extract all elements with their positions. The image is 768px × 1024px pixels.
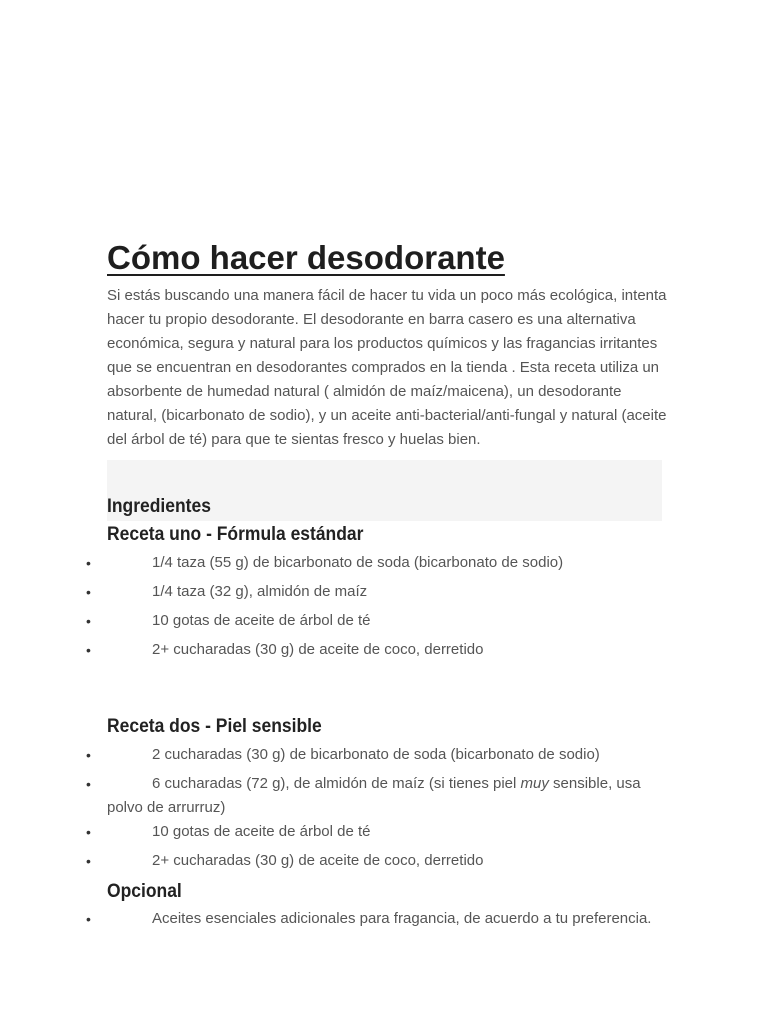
list-item: • 10 gotas de aceite de árbol de té: [107, 609, 667, 638]
optional-heading: Opcional: [107, 881, 182, 902]
recipe-one-list: [107, 551, 667, 667]
list-item: • 2+ cucharadas (30 g) de aceite de coco, derretido: [107, 638, 667, 667]
emphasis-text: muy: [520, 775, 549, 792]
list-item: • 1/4 taza (32 g), almidón de maíz: [107, 580, 667, 609]
recipe-two-heading: Receta dos - Piel sensible: [107, 716, 322, 737]
ingredients-heading: Ingredientes: [107, 496, 211, 517]
list-item: • 10 gotas de aceite de árbol de té: [107, 820, 667, 849]
list-item-text: 6 cucharadas (72 g), de almidón de maíz (si tienes piel: [152, 775, 521, 792]
recipe-two-list: [107, 743, 667, 878]
list-item: • 1/4 taza (55 g) de bicarbonato de soda (bicarbonato de sodio): [107, 551, 667, 580]
recipe-one-heading: Receta uno - Fórmula estándar: [107, 524, 364, 545]
list-item: • Aceites esenciales adicionales para fragancia, de acuerdo a tu preferencia.: [107, 907, 667, 936]
page-title: Cómo hacer desodorante: [107, 239, 505, 276]
list-item: • 2+ cucharadas (30 g) de aceite de coco, derretido: [107, 849, 667, 878]
list-item: [107, 772, 667, 820]
intro-paragraph: Si estás buscando una manera fácil de hacer tu vida un poco más ecológica, intenta hacer tu propio desodorante. El desodorante en barra casero es una alternativa económica, segura y natural para los productos químicos y las fragancias irritantes que se encuentran en desodorantes comprados en la tienda . Esta receta utiliza un absorbente de humedad natural ( almidón de maíz/maicena), un desodorante natural, (bicarbonato de sodio), y un aceite anti-bacterial/anti-fungal y natural (aceite del árbol de té) para que te sientas fresco y huelas bien.: [107, 287, 667, 448]
list-item: • 2 cucharadas (30 g) de bicarbonato de soda (bicarbonato de sodio): [107, 743, 667, 772]
optional-list: [107, 907, 667, 936]
list-item-text: sensible, usa polvo de arrurruz): [107, 775, 641, 816]
